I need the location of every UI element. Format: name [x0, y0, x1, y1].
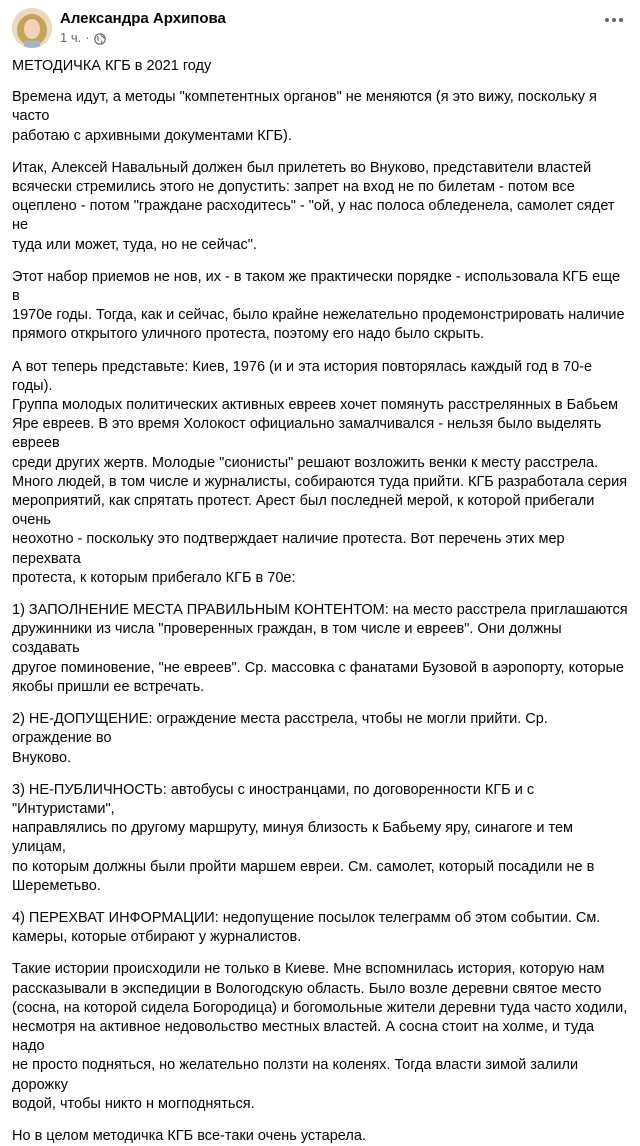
post-title: МЕТОДИЧКА КГБ в 2021 году	[12, 58, 212, 74]
post-timestamp[interactable]: 1 ч.	[60, 30, 82, 45]
post-paragraph: Такие истории происходили не только в Киеве. Мне вспомнилась история, которую нам рассказывали в экспедиции в Вологодскую область. Было возле деревни святое место (сосна, на которой сидела Богородица) и богомольные жители деревни туда часто ходили, несмотря на активное недовольство местных властей. А сосна стоит на холме, и туда надо не просто подняться, но желательно ползти на коленях. Тогда власти зимой залили дорожку водой, чтобы никто н могподняться.	[12, 961, 628, 1112]
post-paragraph: 1) ЗАПОЛНЕНИЕ МЕСТА ПРАВИЛЬНЫМ КОНТЕНТОМ: на место расстрела приглашаются дружинники из числа "проверенных граждан, в том числе и евреев". Они должны создавать другое поминовение, "не евреев". Ср. массовка с фанатами Бузовой в аэропорту, которые якобы пришли ее встречать.	[12, 602, 628, 695]
post-meta	[60, 29, 226, 46]
post-paragraph: А вот теперь представьте: Киев, 1976 (и и эта история повторялась каждый год в 70-е годы). Группа молодых политических активных евреев хочет помянуть расстрелянных в Бабьем Яре евреев. В это время Холокост официально замалчивался - нельзя было выделять евреев среди других жертв. Молодые "сионисты" решают возложить венки к месту расстрела. Много людей, в том числе и журналисты, собираются туда прийти. КГБ разработала серия мероприятий, как спрятать протест. Арест был последней мерой, к которой прибегали очень неохотно - поскольку это подтверждает наличие протеста. Вот перечень этих мер перехвата протеста, к которым прибегало КГБ в 70е:	[12, 358, 628, 586]
post-paragraph: 4) ПЕРЕХВАТ ИНФОРМАЦИИ: недопущение посылок телеграмм об этом событии. См. камеры, которые отбирают у журналистов.	[12, 909, 601, 946]
post-paragraph: Но в целом методичка КГБ все-таки очень устарела.	[12, 1127, 366, 1144]
menu-dot	[605, 18, 609, 22]
post-paragraph: Итак, Алексей Навальный должен был прилететь во Внуково, представители властей всячески стремились этого не допустить: запрет на вход не по билетам - потом все оцеплено - потом "граждане расходитесь" - "ой, у нас полоса обледенела, самолет сядет не туда или может, туда, но не сейчас".	[12, 159, 615, 253]
menu-dot	[619, 18, 623, 22]
post-paragraph: 3) НЕ-ПУБЛИЧНОСТЬ: автобусы с иностранцами, по договоренности КГБ и с "Интуристами", направлялись по другому маршруту, минуя близость к Бабьему яру, синагоге и тем улицам, по которым должны были пройти маршем евреи. См. самолет, который посадили не в Шереметьво.	[12, 781, 595, 894]
globe-icon[interactable]	[94, 32, 106, 44]
meta-separator: ·	[85, 30, 90, 45]
menu-dot	[612, 18, 616, 22]
post-paragraph: Времена идут, а методы "компетентных органов" не меняются (я это вижу, поскольку я часто работаю с архивными документами КГБ).	[12, 89, 597, 144]
post-paragraph: Этот набор приемов не нов, их - в таком же практически порядке - использовала КГБ еще в 1970е годы. Тогда, как и сейчас, было крайне нежелательно продемонстрировать наличие прямого открытого уличного протеста, поэтому его надо было скрыть.	[12, 268, 625, 343]
author-name[interactable]: Александра Архипова	[60, 10, 226, 27]
profile-photo-icon	[12, 8, 52, 48]
post-text	[12, 57, 630, 1146]
avatar[interactable]	[12, 8, 52, 48]
more-horizontal-icon[interactable]	[600, 10, 628, 30]
post-header	[12, 8, 630, 56]
post-header-text	[60, 8, 226, 46]
post-paragraph: 2) НЕ-ДОПУЩЕНИЕ: ограждение места расстрела, чтобы не могли прийти. Ср. ограждение во Внуково.	[12, 711, 548, 766]
